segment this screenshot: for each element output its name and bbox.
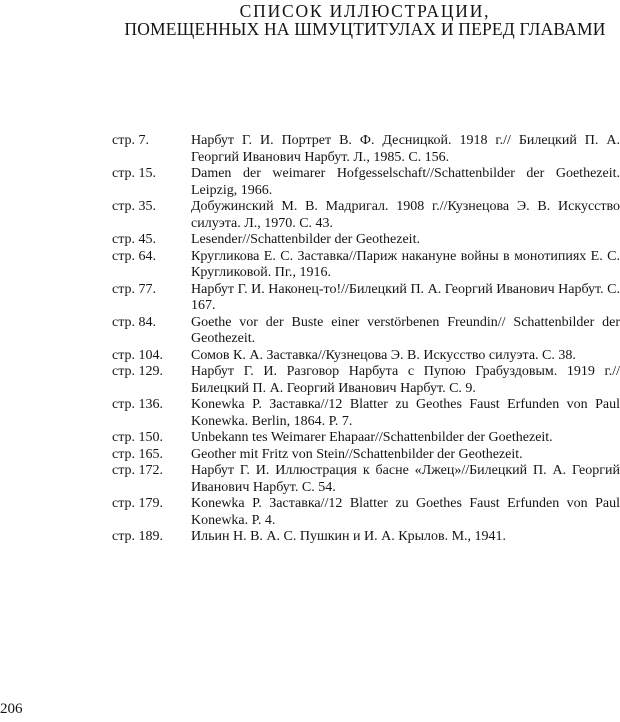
list-item — [112, 232, 620, 249]
entry-page-ref: стр. 165. — [112, 446, 164, 462]
list-item — [112, 397, 620, 430]
entry-text: Сомов К. А. Заставка//Кузнецова Э. В. Искусство силуэта. С. 38. — [191, 347, 576, 363]
entry-text: Goethe vor der Buste einer verstörbenen Freundin// Schattenbilder der Geothezeit. — [191, 314, 620, 346]
list-item — [112, 529, 620, 546]
entry-text: Добужинский М. В. Мадригал. 1908 г.//Кузнецова Э. В. Искусство силуэта. Л., 1970. С. 43. — [191, 199, 620, 231]
entry-text: Нарбут Г. И. Разговор Нарбута с Пупою Грабуздовым. 1919 г.//Билецкий П. А. Георгий Иванович Нарбут. С. 9. — [191, 364, 620, 396]
list-item — [112, 430, 620, 447]
entry-page-ref: стр. 179. — [112, 496, 164, 511]
entry-page-ref: стр. 45. — [112, 232, 157, 247]
entry-text: Нарбут Г. И. Портрет В. Ф. Десницкой. 1918 г.// Билецкий П. А. Георгий Иванович Нарбут. Л., 1985. С. 156. — [191, 133, 620, 165]
entry-page-ref: стр. 136. — [112, 397, 164, 412]
entry-page-ref: стр. 77. — [112, 281, 157, 297]
page-title — [110, 2, 620, 38]
list-item — [112, 364, 620, 397]
entry-text: Konewka P. Заставка//12 Blatter zu Goethes Faust Erfunden von Paul Konewka. P. 4. — [191, 496, 620, 528]
list-item — [112, 249, 620, 282]
list-item — [112, 447, 620, 464]
page-number: 206 — [0, 701, 23, 717]
list-item — [112, 166, 620, 199]
entry-text: Ильин Н. В. А. С. Пушкин и И. А. Крылов. М., 1941. — [191, 529, 507, 544]
entry-text: Damen der weimarer Hofgesselschaft//Schattenbilder der Goethezeit. Leipzig, 1966. — [191, 166, 620, 198]
list-item — [112, 463, 620, 496]
entry-page-ref: стр. 129. — [112, 364, 164, 379]
entry-page-ref: стр. 7. — [112, 133, 150, 148]
entry-text: Нарбут Г. И. Наконец-то!//Билецкий П. А. Георгий Иванович Нарбут. С. 167. — [191, 281, 620, 313]
entry-page-ref: стр. 189. — [112, 529, 164, 544]
entry-page-ref: стр. 172. — [112, 463, 164, 478]
entry-text: Нарбут Г. И. Иллюстрация к басне «Лжец»//Билецкий П. А. Георгий Иванович Нарбут. С. 54. — [191, 463, 620, 495]
list-item — [112, 348, 620, 365]
entry-page-ref: стр. 35. — [112, 199, 157, 214]
entry-text: Lesender//Schattenbilder der Geothezeit. — [191, 232, 420, 247]
entry-page-ref: стр. 104. — [112, 347, 164, 363]
page-title-line-2: ПОМЕЩЕННЫХ НА ШМУЦТИТУЛАХ И ПЕРЕД ГЛАВАМИ — [124, 19, 606, 39]
entry-page-ref: стр. 15. — [112, 166, 157, 181]
page-title-line-1: СПИСОК ИЛЛЮСТРАЦИИ, — [239, 1, 491, 21]
entry-text: Geother mit Fritz von Stein//Schattenbilder der Geothezeit. — [191, 446, 523, 462]
list-item — [112, 282, 620, 315]
entry-text: Konewka P. Заставка//12 Blatter zu Geothes Faust Erfunden von Paul Konewka. Berlin, 1864. P. 7. — [191, 397, 620, 429]
entry-page-ref: стр. 64. — [112, 248, 157, 264]
entry-page-ref: стр. 150. — [112, 430, 164, 445]
list-item — [112, 133, 620, 166]
illustration-list — [112, 133, 620, 546]
entry-page-ref: стр. 84. — [112, 314, 157, 330]
list-item — [112, 315, 620, 348]
entry-text: Кругликова Е. С. Заставка//Париж накануне войны в монотипиях Е. С. Кругликовой. Пг., 1916. — [191, 248, 620, 280]
entry-text: Unbekann tes Weimarer Ehapaar//Schattenbilder der Goethezeit. — [191, 430, 553, 445]
list-item — [112, 199, 620, 232]
list-item — [112, 496, 620, 529]
